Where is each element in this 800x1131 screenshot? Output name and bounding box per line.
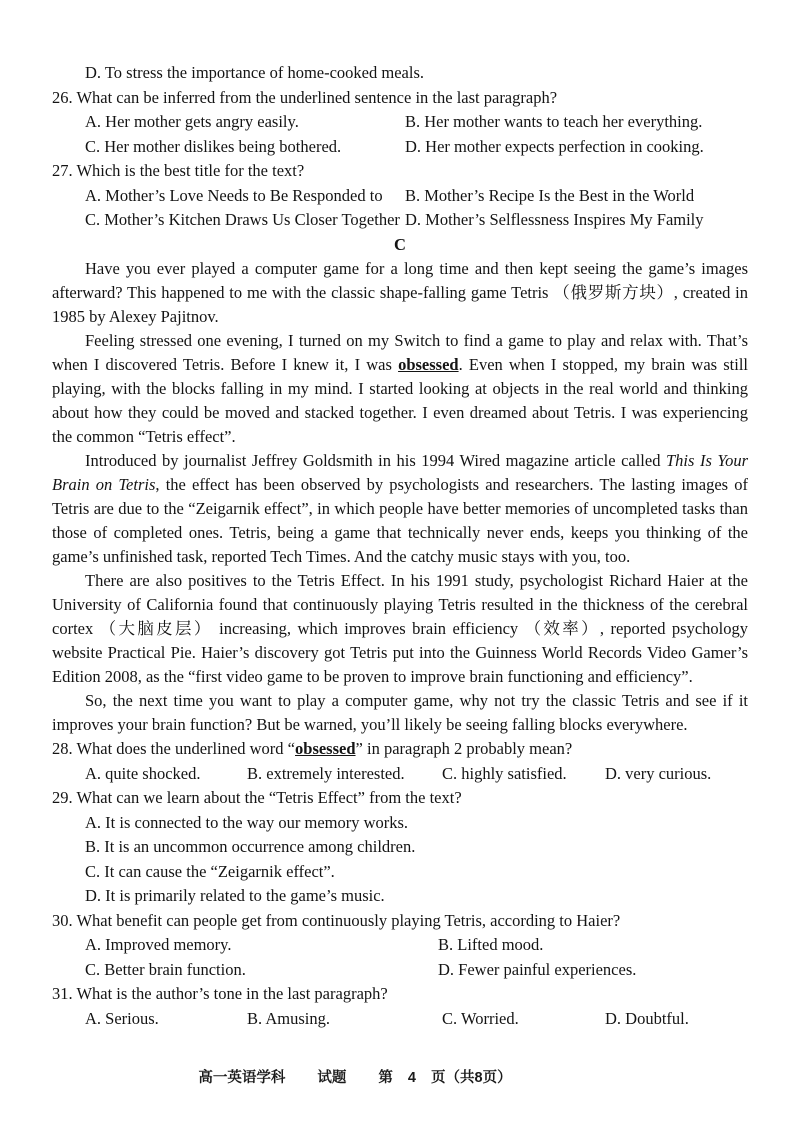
- footer-doc-type: 试题: [317, 1070, 347, 1086]
- passage-paragraph-4: There are also positives to the Tetris Effect. In his 1991 study, psychologist Richard Haier at the University of California found that continuously playing Tetris resulted in the thickness of the cerebral cortex （大脑皮层） increasing, which improves brain efficiency （效率）, reported psychology website Practical Pie. Haier’s discovery got Tetris put into the Guinness World Records Video Gamer’s Edition 2008, as the “first video game to be proven to improve brain functioning and efficiency”.: [52, 571, 748, 686]
- question-29-option-a-row: [52, 811, 748, 836]
- passage-paragraph-3: [52, 449, 748, 569]
- dangling-option-row: [52, 61, 748, 86]
- paragraph-2-text-1: Feeling stressed one evening, I turned on my Switch to find a game to play and relax with. That’s when I discovered Tetris. Before I knew it, I was: [52, 331, 748, 374]
- option-27-c: C. Mother’s Kitchen Draws Us Closer Together: [85, 210, 400, 229]
- option-29-a: A. It is connected to the way our memory works.: [85, 812, 409, 832]
- footer-page-prefix: 第: [378, 1070, 393, 1086]
- passage-paragraph-1: Have you ever played a computer game for a long time and then kept seeing the game’s images afterward? This happened to me with the classic shape-falling game Tetris （俄罗斯方块）, created in 1985 by Alexey Pajitnov.: [52, 259, 748, 326]
- option-28-c: C. highly satisfied.: [442, 763, 567, 783]
- question-27-options-row-1: [52, 184, 748, 209]
- question-28-stem-text-1: 28. What does the underlined word “: [52, 739, 296, 758]
- question-29-option-c-row: [52, 860, 748, 885]
- paragraph-2-text-2: . Even when I stopped, my brain was still playing, with the blocks falling in my mind. I started looking at objects in the real world and thinking about how they could be moved and stacked together. I even dreamed about Tetris. I was experiencing the common “Tetris effect”.: [52, 355, 748, 446]
- option-31-b: B. Amusing.: [247, 1008, 330, 1028]
- option-31-c: C. Worried.: [442, 1008, 519, 1028]
- question-29-option-b-row: [52, 835, 748, 860]
- reading-passage: [52, 257, 748, 737]
- option-29-b: B. It is an uncommon occurrence among children.: [85, 837, 416, 856]
- question-27-options-row-2: [52, 208, 748, 233]
- option-29-d: D. It is primarily related to the game’s music.: [85, 886, 385, 905]
- paragraph-3-text-2: , the effect has been observed by psychologists and researchers. The lasting images of Tetris are due to the “Zeigarnik effect”, in which people have better memories of uncompleted tasks than those of completed ones. Tetris, being a game that technically never ends, keeps you thinking of the game’s unfinished task, reported Tech Times. And the catchy music stays with you, too.: [52, 475, 748, 566]
- option-28-d: D. very curious.: [605, 763, 712, 783]
- option-26-c: C. Her mother dislikes being bothered.: [85, 136, 342, 156]
- option-26-b: B. Her mother wants to teach her everything.: [405, 112, 703, 131]
- footer-course-name: 高一英语学科: [198, 1070, 286, 1086]
- page-footer: [0, 1066, 710, 1087]
- option-26-a: A. Her mother gets angry easily.: [85, 112, 299, 131]
- footer-page-number: 4: [407, 1070, 416, 1086]
- question-31-stem: 31. What is the author’s tone in the last paragraph?: [52, 984, 388, 1003]
- option-30-d: D. Fewer painful experiences.: [438, 959, 637, 979]
- question-30-options-row-1: [52, 933, 748, 958]
- option-28-a: A. quite shocked.: [85, 763, 201, 783]
- footer-page-info: [378, 1066, 511, 1087]
- option-31-a: A. Serious.: [85, 1008, 159, 1028]
- question-26-options-row-2: [52, 135, 748, 160]
- question-27-stem: 27. Which is the best title for the text?: [52, 161, 305, 180]
- option-30-c: C. Better brain function.: [85, 959, 246, 979]
- question-31-options-row: [52, 1007, 748, 1032]
- option-30-a: A. Improved memory.: [85, 935, 232, 954]
- option-d-previous: D. To stress the importance of home-cooked meals.: [85, 63, 424, 82]
- paragraph-3-text-1: Introduced by journalist Jeffrey Goldsmith in his 1994 Wired magazine article called: [85, 451, 666, 470]
- option-27-d: D. Mother’s Selflessness Inspires My Family: [405, 210, 704, 229]
- option-31-d: D. Doubtful.: [605, 1008, 689, 1028]
- question-26-stem: 26. What can be inferred from the underlined sentence in the last paragraph?: [52, 87, 558, 107]
- question-30-stem: 30. What benefit can people get from continuously playing Tetris, according to Haier?: [52, 910, 621, 930]
- option-27-a: A. Mother’s Love Needs to Be Responded to: [85, 185, 383, 205]
- section-c-heading: C: [394, 234, 406, 254]
- question-28-stem-text-2: ” in paragraph 2 probably mean?: [355, 739, 573, 758]
- question-29-stem: 29. What can we learn about the “Tetris Effect” from the text?: [52, 788, 462, 807]
- passage-paragraph-2: [52, 329, 748, 449]
- option-29-c: C. It can cause the “Zeigarnik effect”.: [85, 861, 335, 881]
- option-26-d: D. Her mother expects perfection in cooking.: [405, 136, 704, 156]
- passage-paragraph-5: So, the next time you want to play a computer game, why not try the classic Tetris and see if it improves your brain function? But be warned, you’ll likely be seeing falling blocks everywhere.: [52, 691, 748, 734]
- option-27-b: B. Mother’s Recipe Is the Best in the World: [405, 185, 695, 205]
- option-28-b: B. extremely interested.: [247, 763, 405, 783]
- question-30-options-row-2: [52, 958, 748, 983]
- underlined-word-obsessed: obsessed: [398, 355, 459, 374]
- italic-article-title: This Is Your Brain on Tetris: [52, 451, 748, 494]
- question-28-underlined-word: obsessed: [295, 739, 356, 758]
- question-28-options-row: [52, 762, 748, 787]
- footer-page-suffix: 页（共8页）: [431, 1070, 512, 1086]
- question-28-stem: [52, 737, 748, 762]
- option-30-b: B. Lifted mood.: [438, 935, 544, 954]
- question-29-option-d-row: [52, 884, 748, 909]
- question-26-options-row-1: [52, 110, 748, 135]
